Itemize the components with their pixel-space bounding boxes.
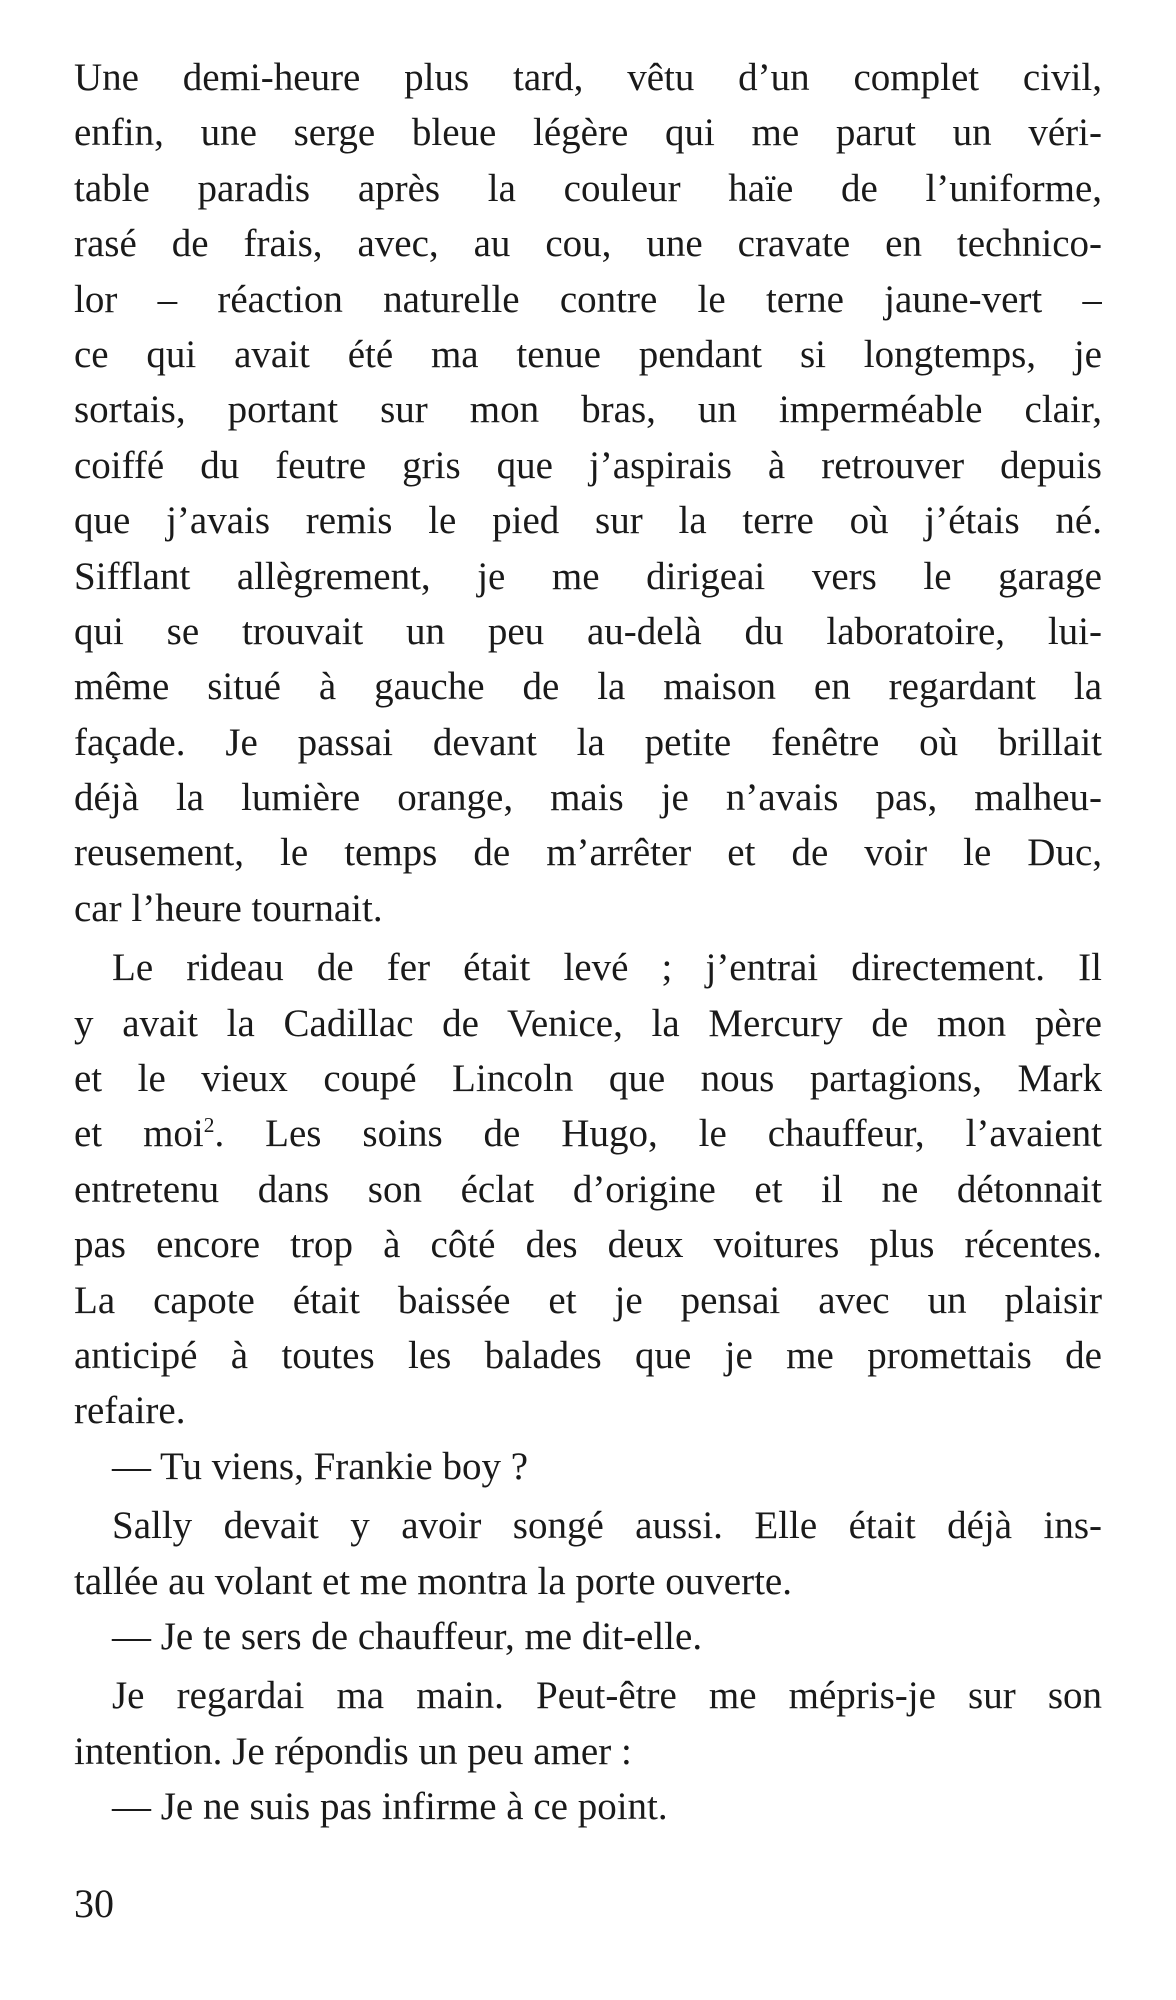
text-line: reusement, le temps de m’arrêter et de voir le Duc, xyxy=(74,831,1102,875)
text-line: refaire. xyxy=(74,1389,186,1433)
text-line: et le vieux coupé Lincoln que nous partagions, Mark xyxy=(74,1057,1102,1101)
text-line: Une demi-heure plus tard, vêtu d’un complet civil, xyxy=(74,56,1102,99)
text-fragment: . Les soins de Hugo, le chauffeur, l’avaient xyxy=(214,1112,1102,1156)
text-line: façade. Je passai devant la petite fenêtre où brillait xyxy=(74,720,1102,764)
text-line: anticipé à toutes les balades que je me promettais de xyxy=(74,1333,1102,1377)
text-line: Sifflant allègrement, je me dirigeai vers le garage xyxy=(74,554,1102,598)
dialogue-line: — Tu viens, Frankie boy ? xyxy=(112,1444,529,1488)
text-line: entretenu dans son éclat d’origine et il ne détonnait xyxy=(74,1167,1102,1211)
dialogue-line: — Je ne suis pas infirme à ce point. xyxy=(112,1785,668,1829)
text-line-with-footnote xyxy=(74,1106,1102,1161)
dialogue-line: — Je te sers de chauffeur, me dit-elle. xyxy=(112,1614,703,1658)
text-line: lor – réaction naturelle contre le terne jaune-vert – xyxy=(74,277,1102,321)
text-line: Le rideau de fer était levé ; j’entrai directement. Il xyxy=(112,946,1102,990)
text-line: rasé de frais, avec, au cou, une cravate en technico- xyxy=(74,222,1102,266)
text-line: intention. Je répondis un peu amer : xyxy=(74,1729,632,1773)
footnote-reference: 2 xyxy=(203,1113,215,1138)
body-text xyxy=(74,50,1102,1835)
text-line: sortais, portant sur mon bras, un imperméable clair, xyxy=(74,388,1102,432)
text-line: tallée au volant et me montra la porte ouverte. xyxy=(74,1559,792,1603)
page-number: 30 xyxy=(74,1881,114,1926)
text-line: Sally devait y avoir songé aussi. Elle était déjà ins- xyxy=(112,1504,1102,1548)
text-line: même situé à gauche de la maison en regardant la xyxy=(74,665,1102,709)
text-line: ce qui avait été ma tenue pendant si longtemps, je xyxy=(74,332,1102,376)
text-line: y avait la Cadillac de Venice, la Mercury de mon père xyxy=(74,1001,1102,1045)
text-line: car l’heure tournait. xyxy=(74,886,383,930)
text-line: pas encore trop à côté des deux voitures plus récentes. xyxy=(74,1223,1102,1267)
text-line: déjà la lumière orange, mais je n’avais pas, malheu- xyxy=(74,776,1102,820)
text-line: table paradis après la couleur haïe de l’uniforme, xyxy=(74,166,1102,210)
text-line: La capote était baissée et je pensai avec un plaisir xyxy=(74,1278,1102,1322)
text-line: que j’avais remis le pied sur la terre où j’étais né. xyxy=(74,499,1102,543)
text-line: qui se trouvait un peu au-delà du laboratoire, lui- xyxy=(74,609,1102,653)
text-line: coiffé du feutre gris que j’aspirais à retrouver depuis xyxy=(74,443,1102,487)
text-line: Je regardai ma main. Peut-être me mépris-je sur son xyxy=(112,1674,1102,1718)
text-line: enfin, une serge bleue légère qui me parut un véri- xyxy=(74,111,1102,155)
text-fragment: et moi xyxy=(74,1112,204,1156)
